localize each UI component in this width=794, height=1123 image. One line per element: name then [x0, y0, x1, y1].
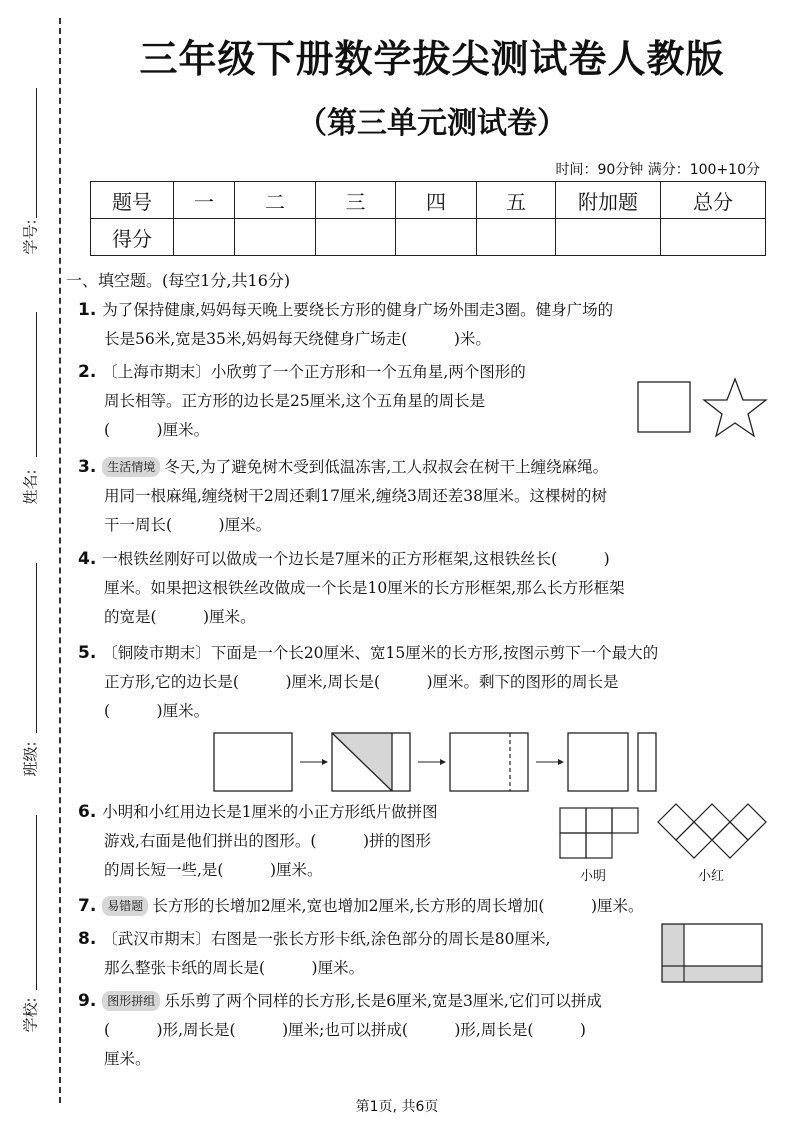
page-footer: 第1页, 共6页 [355, 1099, 439, 1115]
time-info: 时间：90分钟 满分：100+10分 [555, 162, 760, 178]
arrow-head [440, 759, 446, 765]
question-text: ( )厘米。 [104, 702, 210, 720]
score-header: 一 [174, 182, 235, 219]
cut-line [59, 18, 61, 1103]
question-source: 〔武汉市期末〕 [102, 930, 211, 948]
school-label: 学校: [21, 997, 40, 1033]
page-title: 三年级下册数学拔尖测试卷人教版 [139, 37, 725, 81]
question-number: 7. [78, 896, 97, 916]
student-no-label: 学号: [21, 219, 40, 255]
question-tag: 生活情境 [102, 457, 160, 477]
question-text: ( )形,周长是( )厘米;也可以拼成( )形,周长是( ) [104, 1021, 586, 1039]
question-source: 〔铜陵市期末〕 [102, 644, 211, 662]
score-header: 题号 [91, 182, 174, 219]
question-7 [78, 892, 644, 921]
question-number: 3. [78, 457, 97, 477]
question-text: 小明和小红用边长是1厘米的小正方形纸片做拼图 [102, 803, 438, 821]
score-header: 总分 [661, 182, 766, 219]
score-cell[interactable] [235, 219, 316, 256]
square-star-figure [636, 376, 770, 438]
score-cell[interactable] [174, 219, 235, 256]
question-text: 长方形的长增加2厘米,宽也增加2厘米,长方形的周长增加( )厘米。 [152, 897, 644, 915]
question-4 [78, 545, 625, 632]
rectangle-shape [214, 733, 292, 791]
question-number: 1. [78, 300, 97, 320]
figure-label-xiaohong: 小红 [698, 869, 725, 884]
question-number: 8. [78, 929, 97, 949]
card-figure [660, 922, 766, 986]
section-heading: 一、填空题。(每空1分,共16分) [66, 271, 291, 290]
cut-square-figure [212, 730, 662, 794]
name-line [36, 312, 37, 457]
question-text: 乐乐剪了两个同样的长方形,长是6厘米,宽是3厘米,它们可以拼成 [164, 992, 602, 1010]
score-header: 附加题 [556, 182, 661, 219]
score-header: 三 [316, 182, 396, 219]
score-header-row [91, 182, 766, 219]
question-text: 右图是一张长方形卡纸,涂色部分的周长是80厘米, [210, 930, 551, 948]
score-cell[interactable] [556, 219, 661, 256]
school-line [36, 815, 37, 990]
question-number: 2. [78, 362, 97, 382]
question-source: 〔上海市期末〕 [102, 363, 211, 381]
square-shape [638, 382, 690, 432]
question-text: 长是56米,宽是35米,妈妈每天绕健身广场走( )米。 [104, 330, 491, 348]
question-5 [78, 639, 658, 726]
question-2 [78, 358, 526, 445]
question-number: 5. [78, 643, 97, 663]
arrow-head [558, 759, 564, 765]
tiling-figure [556, 802, 770, 888]
shaded-left [662, 924, 684, 982]
strip-shape [638, 733, 656, 791]
student-no-line [36, 88, 37, 218]
question-tag: 图形拼组 [102, 991, 160, 1011]
question-6 [78, 798, 438, 885]
class-line [36, 563, 37, 733]
score-header: 五 [477, 182, 556, 219]
score-cell[interactable] [316, 219, 396, 256]
score-value-row [91, 219, 766, 256]
question-9 [78, 987, 602, 1074]
question-number: 4. [78, 549, 97, 569]
question-text: 厘米。 [104, 1050, 151, 1068]
shaded-bottom [684, 966, 762, 982]
rectangle-shape [450, 733, 528, 791]
question-text: 厘米。如果把这根铁丝改做成一个长是10厘米的长方形框架,那么长方形框架 [104, 579, 625, 597]
binding-sidebar [0, 0, 70, 1123]
question-text: 周长相等。正方形的边长是25厘米,这个五角星的周长是 [104, 392, 486, 410]
question-text: 那么整张卡纸的周长是( )厘米。 [104, 959, 365, 977]
score-cell[interactable] [477, 219, 556, 256]
arrow-head [322, 759, 328, 765]
question-text: 一根铁丝刚好可以做成一个边长是7厘米的正方形框架,这根铁丝长( ) [102, 550, 610, 568]
figure-label-xiaoming: 小明 [580, 869, 607, 884]
xiaoming-shape [560, 808, 638, 858]
score-table [90, 181, 766, 256]
question-text: 小欣剪了一个正方形和一个五角星,两个图形的 [210, 363, 526, 381]
question-3 [78, 453, 608, 540]
question-text: 冬天,为了避免树木受到低温冻害,工人叔叔会在树干上缠绕麻绳。 [164, 458, 609, 476]
question-number: 6. [78, 802, 97, 822]
question-1 [78, 296, 613, 354]
name-label: 姓名: [21, 469, 40, 505]
question-text: 为了保持健康,妈妈每天晚上要绕长方形的健身广场外围走3圈。健身广场的 [102, 301, 614, 319]
question-text: 游戏,右面是他们拼出的图形。( )拼的图形 [104, 832, 432, 850]
square-shape [568, 733, 628, 791]
question-text: 正方形,它的边长是( )厘米,周长是( )厘米。剩下的图形的周长是 [104, 673, 619, 691]
score-header: 二 [235, 182, 316, 219]
page-subtitle: （第三单元测试卷） [297, 106, 567, 141]
score-row-label: 得分 [91, 219, 174, 256]
question-tag: 易错题 [102, 896, 148, 916]
class-label: 班级: [21, 741, 40, 777]
question-text: ( )厘米。 [104, 421, 210, 439]
score-cell[interactable] [661, 219, 766, 256]
question-text: 下面是一个长20厘米、宽15厘米的长方形,按图示剪下一个最大的 [210, 644, 659, 662]
xiaohong-shape [658, 804, 766, 858]
score-header: 四 [396, 182, 477, 219]
star-shape [704, 379, 766, 436]
question-text: 用同一根麻绳,缠绕树干2周还剩17厘米,缠绕3周还差38厘米。这棵树的树 [104, 487, 608, 505]
score-cell[interactable] [396, 219, 477, 256]
question-text: 的周长短一些,是( )厘米。 [104, 861, 323, 879]
question-number: 9. [78, 991, 97, 1011]
question-text: 干一周长( )厘米。 [104, 516, 272, 534]
question-8 [78, 925, 550, 983]
question-text: 的宽是( )厘米。 [104, 608, 256, 626]
